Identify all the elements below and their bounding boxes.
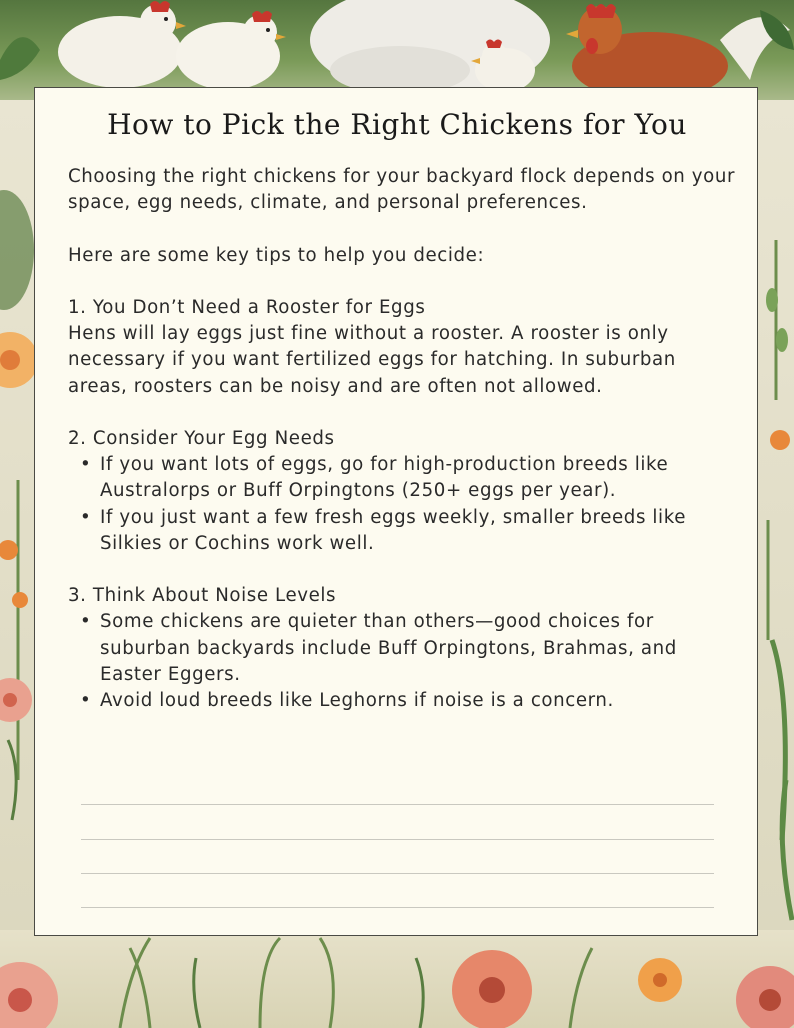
section-noise-levels xyxy=(68,583,738,714)
article-body xyxy=(68,164,738,714)
right-flowers xyxy=(758,100,794,930)
page-title: How to Pick the Right Chickens for You xyxy=(107,108,687,141)
bottom-flowers xyxy=(0,930,794,1028)
section-heading: 3. Think About Noise Levels xyxy=(68,585,337,607)
intro-paragraph: Choosing the right chickens for your backyard flock depends on your space, egg needs, climate, and personal preferences. xyxy=(68,166,736,214)
section-heading: 1. You Don’t Need a Rooster for Eggs xyxy=(68,296,426,318)
chickens-illustration xyxy=(0,0,794,100)
left-flowers xyxy=(0,100,36,930)
lead-paragraph: Here are some key tips to help you decide: xyxy=(68,244,485,266)
flower-1 xyxy=(0,962,58,1028)
flower-3 xyxy=(638,958,682,1002)
section-rooster xyxy=(68,295,738,400)
list-item: • Avoid loud breeds like Leghorns if noise is a concern. xyxy=(100,688,738,714)
bullet-list xyxy=(68,452,738,557)
list-item: • If you want lots of eggs, go for high-production breeds like Australorps or Buff Orpingtons (250+ eggs per year). xyxy=(100,452,738,504)
rooster xyxy=(566,4,790,100)
writing-line xyxy=(81,873,714,874)
writing-line xyxy=(81,907,714,908)
section-egg-needs xyxy=(68,426,738,557)
section-heading: 2. Consider Your Egg Needs xyxy=(68,427,335,449)
flower-4 xyxy=(736,966,794,1028)
list-item: • If you just want a few fresh eggs weekly, smaller breeds like Silkies or Cochins work well. xyxy=(100,505,738,557)
flower-2 xyxy=(452,950,532,1028)
content-card xyxy=(34,87,758,936)
list-item: • Some chickens are quieter than others—good choices for suburban backyards include Buff Orpingtons, Brahmas, and Easter Eggers. xyxy=(100,609,738,688)
writing-line xyxy=(81,804,714,805)
hen-2 xyxy=(176,11,286,90)
section-body: Hens will lay eggs just fine without a rooster. A rooster is only necessary if you want fertilized eggs for hatching. In suburban areas, roosters can be noisy and are often not allowed. xyxy=(68,323,676,397)
writing-line xyxy=(81,839,714,840)
hen-1 xyxy=(58,1,186,88)
bullet-list xyxy=(68,609,738,714)
